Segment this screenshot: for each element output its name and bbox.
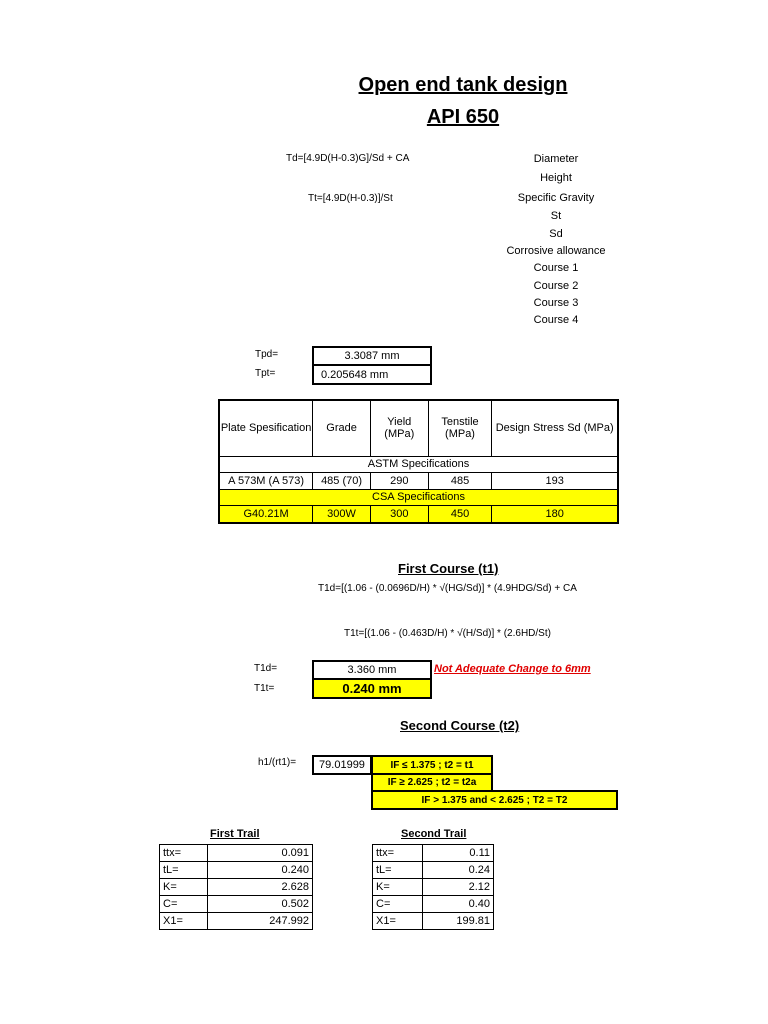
t1t-value-text: 0.240 mm [342, 681, 402, 696]
second-trail-title: Second Trail [401, 828, 467, 840]
first-trail-value: 0.240 [207, 862, 312, 879]
adequacy-warning: Not Adequate Change to 6mm [434, 663, 591, 675]
first-course-formula-t: T1t=[(1.06 - (0.463D/H) * √(H/Sd)] * (2.6HD/St) [344, 628, 551, 639]
first-course-formula-d: T1d=[(1.06 - (0.0696D/H) * √(HG/Sd)] * (4.9HDG/Sd) + CA [318, 583, 577, 594]
formula-tt: Tt=[4.9D(H-0.3)]/St [308, 193, 393, 204]
first-trail-label: K= [160, 879, 208, 896]
first-trail-value: 247.992 [207, 913, 312, 930]
param-corrosive-allowance: Corrosive allowance [506, 245, 606, 257]
first-trail-table [159, 844, 313, 930]
table-row [160, 845, 313, 862]
csa-grade: 300W [313, 505, 371, 523]
second-trail-table [372, 844, 494, 930]
table-row [160, 896, 313, 913]
second-trail-value: 199.81 [422, 913, 493, 930]
second-trail-label: ttx= [373, 845, 423, 862]
first-course-heading: First Course (t1) [398, 561, 499, 576]
tpd-label: Tpd= [255, 349, 279, 360]
condition-1-text: IF ≤ 1.375 ; t2 = t1 [390, 759, 474, 771]
param-course-3: Course 3 [533, 297, 579, 309]
tpt-value [312, 364, 432, 385]
param-course-4: Course 4 [533, 314, 579, 326]
second-trail-label: X1= [373, 913, 423, 930]
param-specific-gravity: Specific Gravity [517, 192, 595, 204]
first-trail-value: 2.628 [207, 879, 312, 896]
first-trail-label: ttx= [160, 845, 208, 862]
table-row [373, 879, 494, 896]
first-trail-title: First Trail [210, 828, 260, 840]
ratio-value-text: 79.01999 [319, 759, 365, 771]
table-row [373, 845, 494, 862]
csa-tensile: 450 [428, 505, 492, 523]
formula-td: Td=[4.9D(H-0.3)G]/Sd + CA [286, 153, 410, 164]
second-trail-value: 2.12 [422, 879, 493, 896]
first-trail-value: 0.091 [207, 845, 312, 862]
second-course-heading: Second Course (t2) [400, 718, 520, 733]
csa-design-stress: 180 [492, 505, 618, 523]
table-row [373, 896, 494, 913]
astm-yield: 290 [370, 472, 428, 489]
second-trail-label: K= [373, 879, 423, 896]
condition-1 [371, 755, 493, 775]
first-trail-label: C= [160, 896, 208, 913]
second-trail-value: 0.11 [422, 845, 493, 862]
astm-design-stress: 193 [492, 472, 618, 489]
ratio-value [312, 755, 372, 775]
header-plate-spec: Plate Spesification [219, 400, 313, 456]
csa-section-title: CSA Specifications [219, 489, 618, 505]
t1d-value-text: 3.360 mm [347, 664, 397, 676]
param-height: Height [540, 172, 572, 184]
table-row [160, 862, 313, 879]
first-trail-value: 0.502 [207, 896, 312, 913]
header-grade: Grade [313, 400, 371, 456]
param-diameter: Diameter [533, 153, 579, 165]
param-course-2: Course 2 [533, 280, 579, 292]
first-trail-label: X1= [160, 913, 208, 930]
astm-plate: A 573M (A 573) [219, 472, 313, 489]
header-yield: Yield (MPa) [370, 400, 428, 456]
page-title: Open end tank design [358, 74, 568, 96]
t1t-label: T1t= [254, 683, 275, 694]
tpt-label: Tpt= [255, 368, 276, 379]
tpd-value [312, 346, 432, 366]
t1d-label: T1d= [254, 663, 278, 674]
second-trail-label: tL= [373, 862, 423, 879]
header-design-stress: Design Stress Sd (MPa) [492, 400, 618, 456]
second-trail-value: 0.40 [422, 896, 493, 913]
param-course-1: Course 1 [533, 262, 579, 274]
second-trail-label: C= [373, 896, 423, 913]
table-row [373, 862, 494, 879]
t1t-value [312, 678, 432, 699]
t1d-value [312, 660, 432, 680]
param-st: St [550, 210, 562, 222]
astm-grade: 485 (70) [313, 472, 371, 489]
condition-2-text: IF ≥ 2.625 ; t2 = t2a [387, 777, 477, 788]
tpd-value-text: 3.3087 mm [344, 350, 400, 362]
ratio-label: h1/(rt1)= [258, 757, 297, 768]
table-row [160, 913, 313, 930]
astm-section-title: ASTM Specifications [219, 456, 618, 472]
header-tensile: Tenstile (MPa) [428, 400, 492, 456]
plate-spec-table [218, 399, 619, 524]
astm-tensile: 485 [428, 472, 492, 489]
tpt-value-text: 0.205648 mm [321, 368, 389, 381]
first-trail-label: tL= [160, 862, 208, 879]
table-row [160, 879, 313, 896]
csa-plate: G40.21M [219, 505, 313, 523]
condition-3-text: IF > 1.375 and < 2.625 ; T2 = T2 [421, 794, 568, 806]
page-subtitle: API 650 [426, 106, 500, 128]
table-row [373, 913, 494, 930]
condition-3 [371, 790, 618, 810]
csa-yield: 300 [370, 505, 428, 523]
param-sd: Sd [549, 228, 563, 240]
second-trail-value: 0.24 [422, 862, 493, 879]
